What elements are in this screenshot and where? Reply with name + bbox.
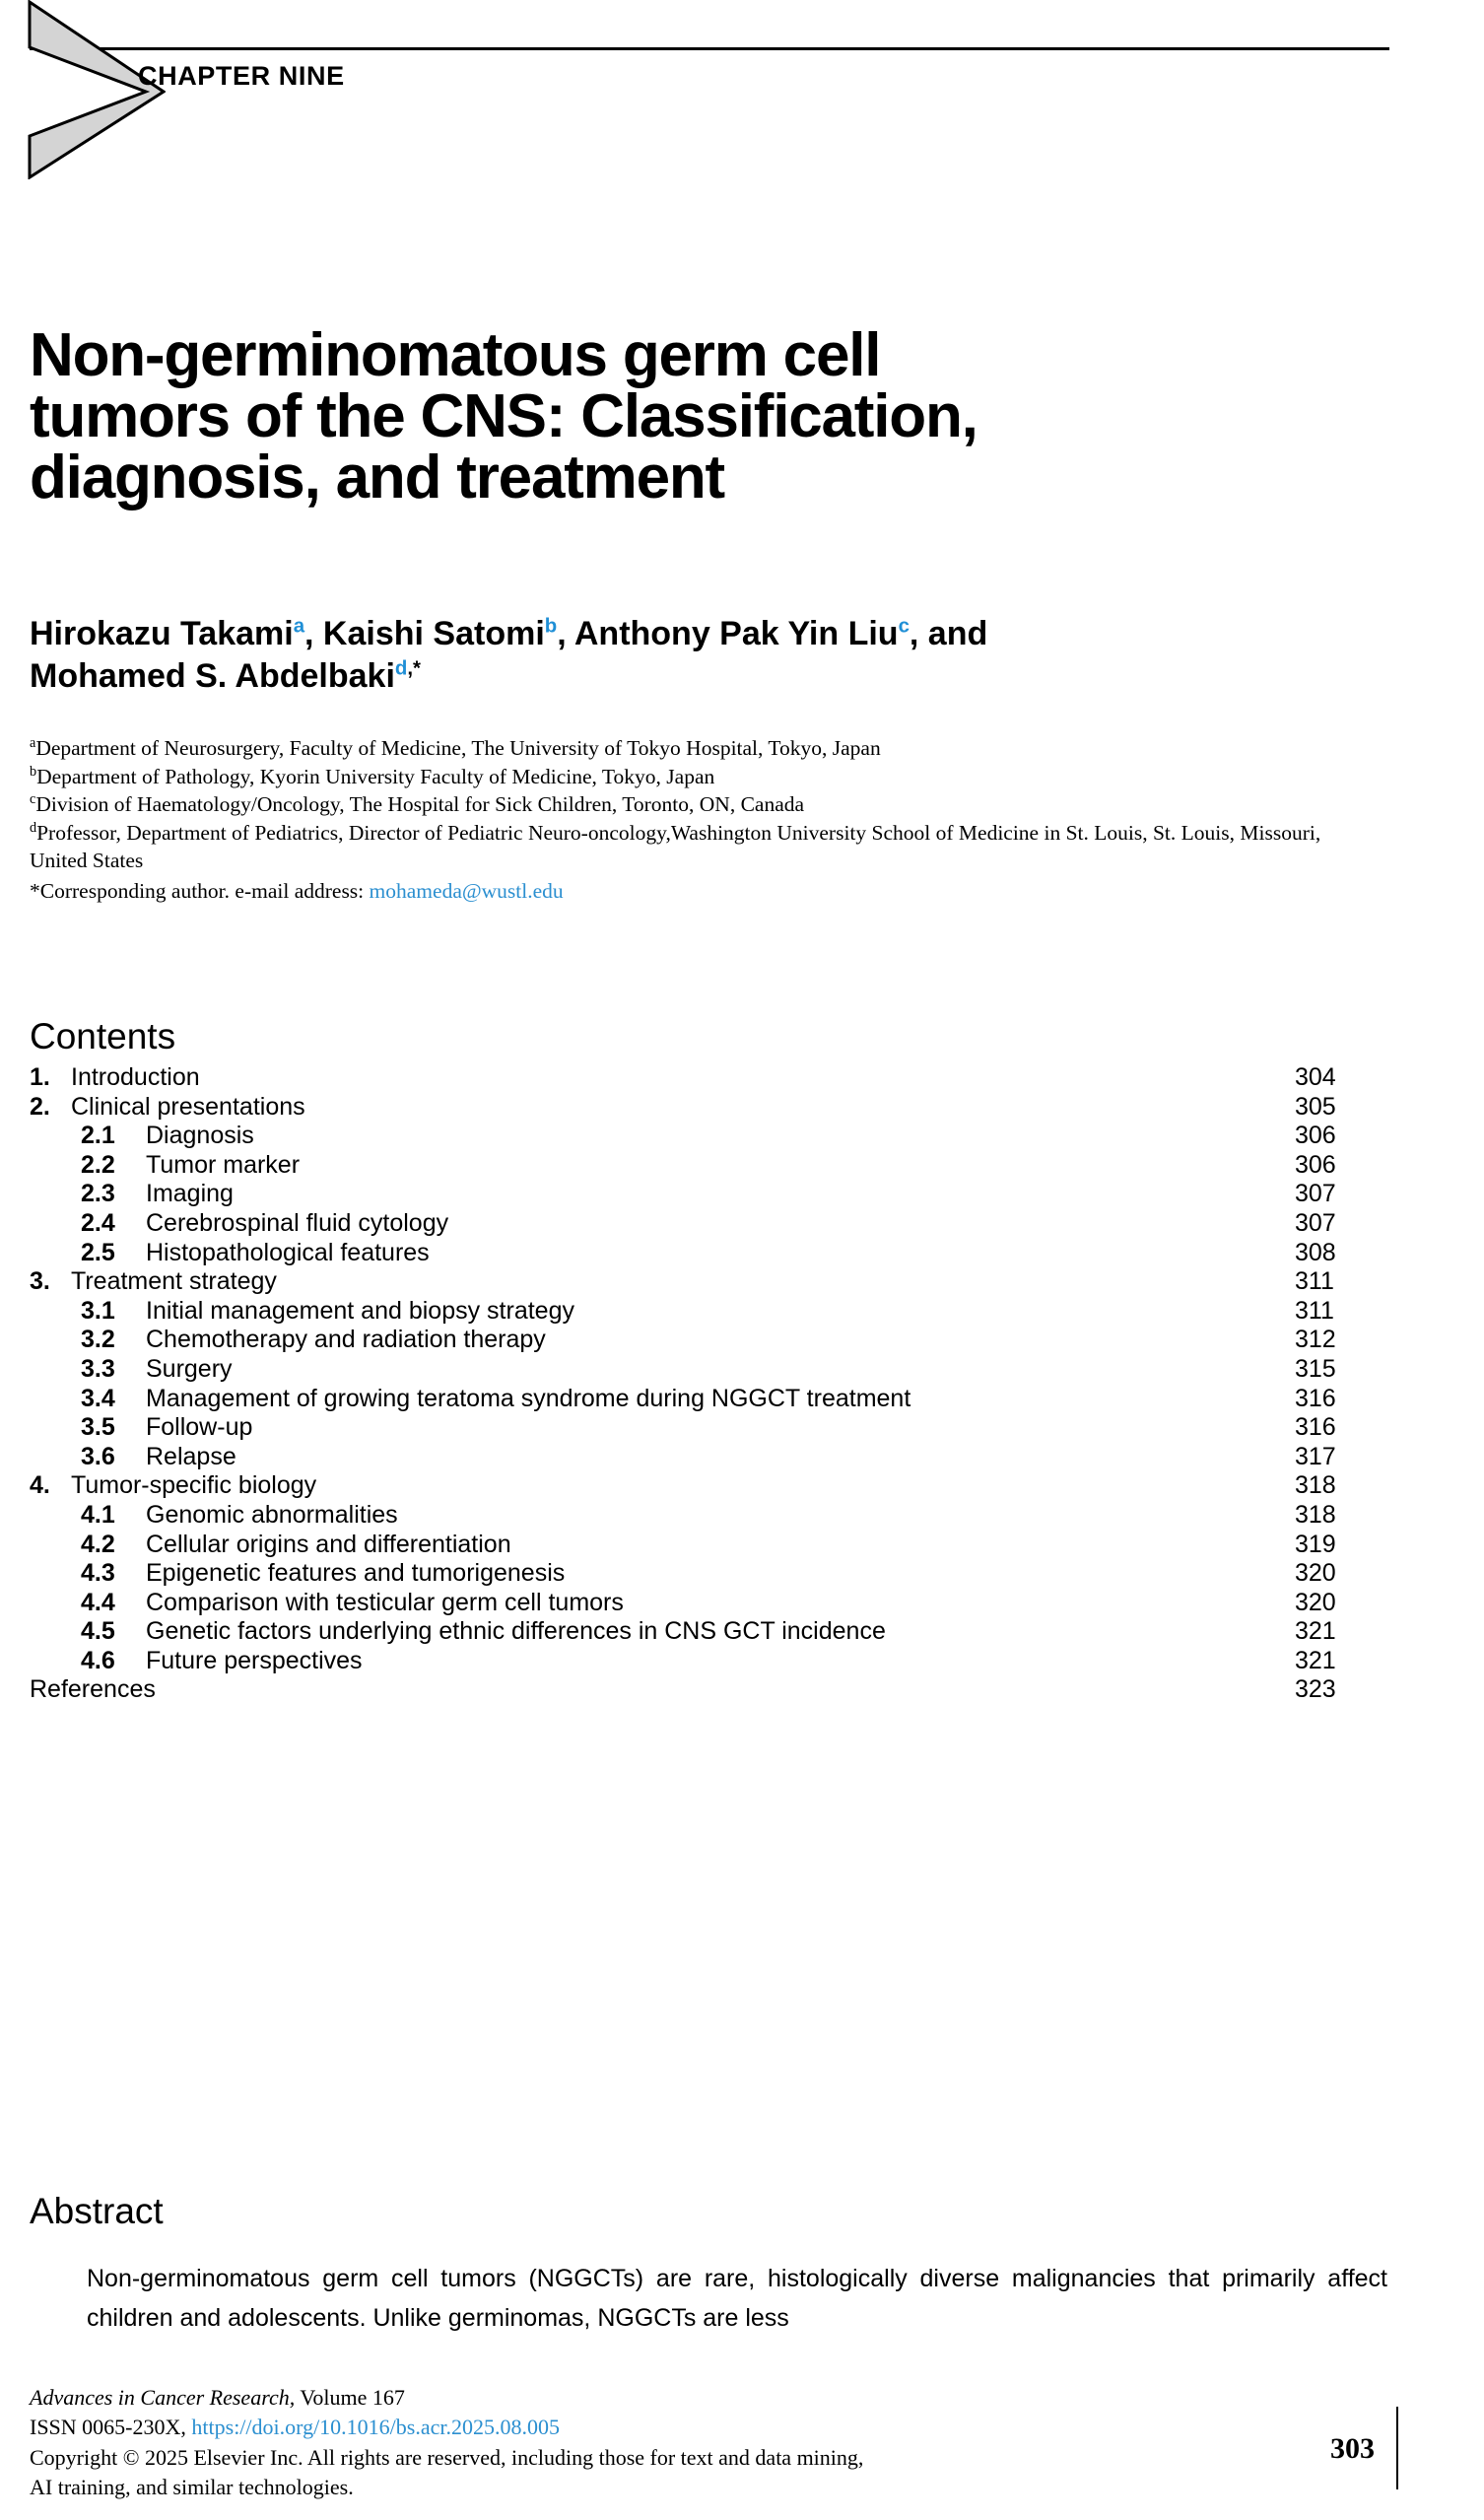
toc-entry-number: 4. xyxy=(30,1471,50,1500)
toc-entry[interactable] xyxy=(30,1180,1405,1209)
toc-entry-page: 315 xyxy=(1295,1354,1336,1383)
toc-entry-page: 321 xyxy=(1295,1646,1336,1674)
footer-doi-link[interactable]: https://doi.org/10.1016/bs.acr.2025.08.005 xyxy=(191,2415,560,2440)
toc-entry-page: 319 xyxy=(1295,1530,1336,1558)
toc-entry-page: 320 xyxy=(1295,1588,1336,1616)
toc-entry[interactable] xyxy=(30,1589,1405,1618)
toc-entry-number: 3.1 xyxy=(81,1296,115,1325)
corresponding-author-email-link[interactable]: mohameda@wustl.edu xyxy=(369,878,564,903)
toc-entry-page: 306 xyxy=(1295,1122,1336,1150)
toc-entry-page: 321 xyxy=(1295,1617,1336,1646)
toc-entry-page: 304 xyxy=(1295,1063,1336,1091)
author-affiliation-marker-d: d xyxy=(394,657,408,680)
page-number: 303 xyxy=(1330,2432,1375,2465)
toc-entry-number: 4.4 xyxy=(81,1588,115,1616)
toc-entry-label: Histopathological features xyxy=(146,1238,430,1266)
toc-entry-number: 3.4 xyxy=(81,1384,115,1412)
affiliation-d xyxy=(30,819,1370,875)
footer-issn: ISSN 0065-230X, xyxy=(30,2415,192,2440)
toc-entry[interactable] xyxy=(30,1385,1405,1414)
toc-entry-page: 307 xyxy=(1295,1180,1336,1208)
toc-entry-number: 2.5 xyxy=(81,1238,115,1266)
author-affiliation-marker-a: a xyxy=(293,615,305,638)
toc-entry-number: 4.6 xyxy=(81,1646,115,1674)
toc-entry[interactable] xyxy=(30,1617,1405,1647)
affiliation-marker-d: d xyxy=(30,819,37,836)
toc-entry-label: Comparison with testicular germ cell tumors xyxy=(146,1588,624,1616)
toc-entry[interactable] xyxy=(30,1355,1405,1385)
footer-journal-title: Advances in Cancer Research, xyxy=(30,2385,296,2410)
footer-volume: Volume 167 xyxy=(295,2385,405,2410)
author-line-2 xyxy=(30,655,1409,698)
affiliation-d-text: Professor, Department of Pediatrics, Director of Pediatric Neuro-oncology,Washington University School of Medicine in St. Louis, St. Louis, Missouri, United States xyxy=(30,820,1321,873)
toc-entry-page: 323 xyxy=(1295,1675,1336,1704)
contents-heading: Contents xyxy=(30,1015,176,1056)
table-of-contents xyxy=(30,1063,1405,1705)
abstract-body: Non-germinomatous germ cell tumors (NGGCTs) are rare, histologically diverse malignancies that primarily affect children and adolescents. Unlike germinomas, NGGCTs are less xyxy=(87,2265,1387,2332)
corresponding-author-marker: ,* xyxy=(407,657,421,680)
toc-entry[interactable] xyxy=(30,1151,1405,1181)
toc-entry-label: Genomic abnormalities xyxy=(146,1500,398,1529)
toc-entry-label: Chemotherapy and radiation therapy xyxy=(146,1326,546,1354)
author-name-takami: Hirokazu Takami xyxy=(30,615,294,652)
affiliation-marker-a: a xyxy=(30,734,36,751)
toc-entry-number: 2.2 xyxy=(81,1150,115,1179)
toc-entry-page: 311 xyxy=(1295,1296,1334,1325)
toc-entry-number: 1. xyxy=(30,1063,50,1091)
toc-entry-label: References xyxy=(30,1675,156,1704)
affiliation-marker-b: b xyxy=(30,763,37,780)
toc-entry-number: 4.5 xyxy=(81,1617,115,1646)
title-line-3: diagnosis, and treatment xyxy=(30,443,724,511)
toc-entry-label: Surgery xyxy=(146,1354,233,1383)
toc-entry-number: 4.2 xyxy=(81,1530,115,1558)
title-line-2: tumors of the CNS: Classification, xyxy=(30,381,978,450)
toc-entry[interactable] xyxy=(30,1326,1405,1355)
toc-entry-page: 306 xyxy=(1295,1150,1336,1179)
toc-entry[interactable] xyxy=(30,1443,1405,1472)
toc-entry[interactable] xyxy=(30,1093,1405,1123)
toc-entry-label: Treatment strategy xyxy=(71,1267,277,1296)
toc-entry-label: Tumor-specific biology xyxy=(71,1471,317,1500)
toc-entry-number: 3.5 xyxy=(81,1413,115,1442)
toc-entry[interactable] xyxy=(30,1471,1405,1501)
toc-entry-page: 317 xyxy=(1295,1442,1336,1470)
toc-entry-label: Relapse xyxy=(146,1442,236,1470)
toc-entry-number: 3.6 xyxy=(81,1442,115,1470)
author-affiliation-marker-c: c xyxy=(898,615,910,638)
affiliation-marker-c: c xyxy=(30,791,36,808)
toc-entry-page: 311 xyxy=(1295,1267,1334,1296)
author-affiliation-marker-b: b xyxy=(544,615,558,638)
toc-entry[interactable] xyxy=(30,1559,1405,1589)
toc-entry[interactable] xyxy=(30,1267,1405,1297)
toc-entry-page: 308 xyxy=(1295,1238,1336,1266)
toc-entry[interactable] xyxy=(30,1675,1405,1705)
toc-entry-label: Introduction xyxy=(71,1063,200,1091)
toc-entry-label: Epigenetic features and tumorigenesis xyxy=(146,1559,566,1588)
author-list xyxy=(30,613,1409,698)
affiliation-a xyxy=(30,734,1370,763)
toc-entry-page: 316 xyxy=(1295,1413,1336,1442)
toc-entry[interactable] xyxy=(30,1063,1405,1093)
toc-entry[interactable] xyxy=(30,1501,1405,1531)
toc-entry-number: 2.4 xyxy=(81,1208,115,1237)
toc-entry-number: 4.1 xyxy=(81,1500,115,1529)
toc-entry-number: 2. xyxy=(30,1092,50,1121)
banner-horizontal-rule xyxy=(30,47,1389,50)
affiliations-block xyxy=(30,734,1370,906)
toc-entry-page: 318 xyxy=(1295,1471,1336,1500)
toc-entry-number: 2.1 xyxy=(81,1122,115,1150)
affiliation-b xyxy=(30,763,1370,791)
toc-entry-number: 3.3 xyxy=(81,1354,115,1383)
toc-entry-label: Genetic factors underlying ethnic differences in CNS GCT incidence xyxy=(146,1617,886,1646)
toc-entry[interactable] xyxy=(30,1531,1405,1560)
author-name-abdelbaki: Mohamed S. Abdelbaki xyxy=(30,656,395,695)
toc-entry[interactable] xyxy=(30,1413,1405,1443)
affiliation-c-text: Division of Haematology/Oncology, The Hospital for Sick Children, Toronto, ON, Canada xyxy=(35,792,805,817)
footer-issn-line xyxy=(30,2413,1251,2442)
toc-entry-number: 2.3 xyxy=(81,1180,115,1208)
toc-entry-page: 312 xyxy=(1295,1326,1336,1354)
toc-entry-number: 3.2 xyxy=(81,1326,115,1354)
toc-entry-page: 318 xyxy=(1295,1500,1336,1529)
toc-entry-label: Follow-up xyxy=(146,1413,253,1442)
corresponding-author-line xyxy=(30,877,1370,906)
abstract-heading: Abstract xyxy=(30,2190,164,2231)
folio-rule xyxy=(1396,2407,1398,2489)
toc-entry-label: Tumor marker xyxy=(146,1150,301,1179)
affiliation-a-text: Department of Neurosurgery, Faculty of Medicine, The University of Tokyo Hospital, Tokyo, Japan xyxy=(35,736,881,760)
chapter-label: CHAPTER NINE xyxy=(138,61,345,91)
toc-entry-page: 305 xyxy=(1295,1092,1336,1121)
toc-entry-number: 4.3 xyxy=(81,1559,115,1588)
affiliation-c xyxy=(30,790,1370,819)
toc-entry-label: Management of growing teratoma syndrome during NGGCT treatment xyxy=(146,1384,911,1412)
toc-entry[interactable] xyxy=(30,1297,1405,1327)
toc-entry-label: Diagnosis xyxy=(146,1122,254,1150)
toc-entry[interactable] xyxy=(30,1239,1405,1268)
toc-entry-page: 307 xyxy=(1295,1208,1336,1237)
toc-entry[interactable] xyxy=(30,1122,1405,1151)
chapter-banner xyxy=(0,0,1484,187)
toc-entry[interactable] xyxy=(30,1209,1405,1239)
author-name-satomi: , Kaishi Satomi xyxy=(304,615,545,652)
affiliation-b-text: Department of Pathology, Kyorin University Faculty of Medicine, Tokyo, Japan xyxy=(36,764,715,788)
toc-entry-label: Future perspectives xyxy=(146,1646,363,1674)
toc-entry-page: 316 xyxy=(1295,1384,1336,1412)
toc-entry-label: Imaging xyxy=(146,1180,234,1208)
author-conjunction: , and xyxy=(909,615,988,652)
toc-entry-number: 3. xyxy=(30,1267,50,1296)
toc-entry-label: Clinical presentations xyxy=(71,1092,305,1121)
footer-journal-line xyxy=(30,2383,1251,2413)
toc-entry[interactable] xyxy=(30,1647,1405,1676)
footer-block xyxy=(30,2383,1251,2502)
title-line-1: Non-germinomatous germ cell xyxy=(30,320,881,389)
toc-entry-label: Cellular origins and differentiation xyxy=(146,1530,511,1558)
footer-copyright-line-2: AI training, and similar technologies. xyxy=(30,2475,354,2500)
toc-entry-label: Initial management and biopsy strategy xyxy=(146,1296,574,1325)
page-title xyxy=(30,320,1409,511)
toc-entry-page: 320 xyxy=(1295,1559,1336,1588)
corresponding-author-prefix: *Corresponding author. e-mail address: xyxy=(30,878,370,903)
author-line-1 xyxy=(30,613,1409,655)
author-name-liu: , Anthony Pak Yin Liu xyxy=(557,615,899,652)
toc-entry-label: Cerebrospinal fluid cytology xyxy=(146,1208,449,1237)
footer-copyright-line-1: Copyright © 2025 Elsevier Inc. All rights are reserved, including those for text and data mining, xyxy=(30,2444,864,2470)
